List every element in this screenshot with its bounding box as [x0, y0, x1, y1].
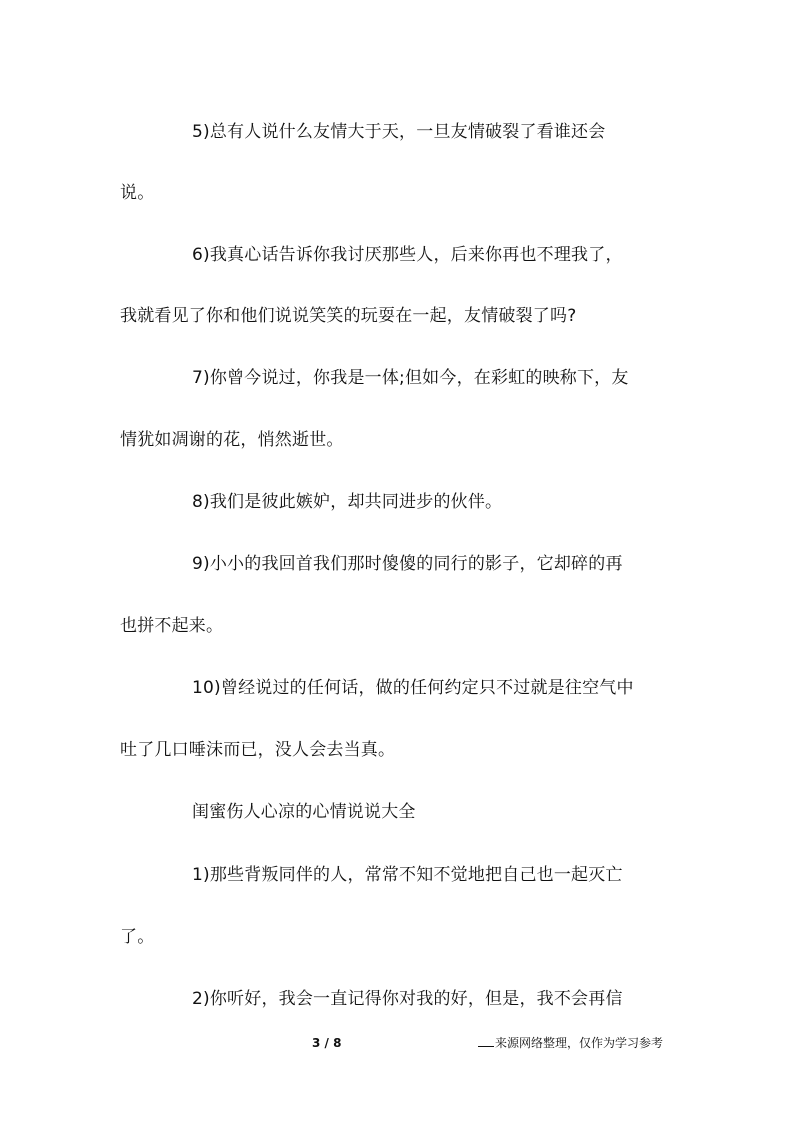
paragraph-b1-line-1: 1)那些背叛同伴的人，常常不知不觉地把自己也一起灭亡 — [192, 865, 623, 885]
paragraph-b2-line-1: 2)你听好，我会一直记得你对我的好，但是，我不会再信 — [192, 989, 623, 1009]
section-heading: 闺蜜伤人心凉的心情说说大全 — [192, 802, 416, 822]
paragraph-b1-line-2: 了。 — [120, 927, 155, 947]
paragraph-10-line-1: 10)曾经说过的任何话，做的任何约定只不过就是往空气中 — [192, 678, 634, 698]
footer-source-text: 来源网络整理，仅作为学习参考 — [495, 1036, 664, 1050]
paragraph-9-line-2: 也拼不起来。 — [120, 616, 224, 636]
paragraph-9-line-1: 9)小小的我回首我们那时傻傻的同行的影子，它却碎的再 — [192, 554, 623, 574]
footer-source-note — [478, 1035, 663, 1051]
paragraph-6-line-1: 6)我真心话告诉你我讨厌那些人，后来你再也不理我了， — [192, 245, 623, 265]
paragraph-5-line-2: 说。 — [120, 183, 155, 203]
paragraph-7-line-2: 情犹如凋谢的花，悄然逝世。 — [120, 430, 344, 450]
paragraph-8-line-1: 8)我们是彼此嫉妒，却共同进步的伙伴。 — [192, 492, 503, 512]
page-number: 3 / 8 — [312, 1036, 342, 1050]
paragraph-10-line-2: 吐了几口唾沫而已，没人会去当真。 — [120, 740, 396, 760]
paragraph-6-line-2: 我就看见了你和他们说说笑笑的玩耍在一起，友情破裂了吗? — [120, 306, 577, 326]
paragraph-7-line-1: 7)你曾今说过，你我是一体;但如今，在彩虹的映称下，友 — [192, 368, 629, 388]
blank-underline — [478, 1035, 494, 1047]
paragraph-5-line-1: 5)总有人说什么友情大于天，一旦友情破裂了看谁还会 — [192, 122, 606, 142]
